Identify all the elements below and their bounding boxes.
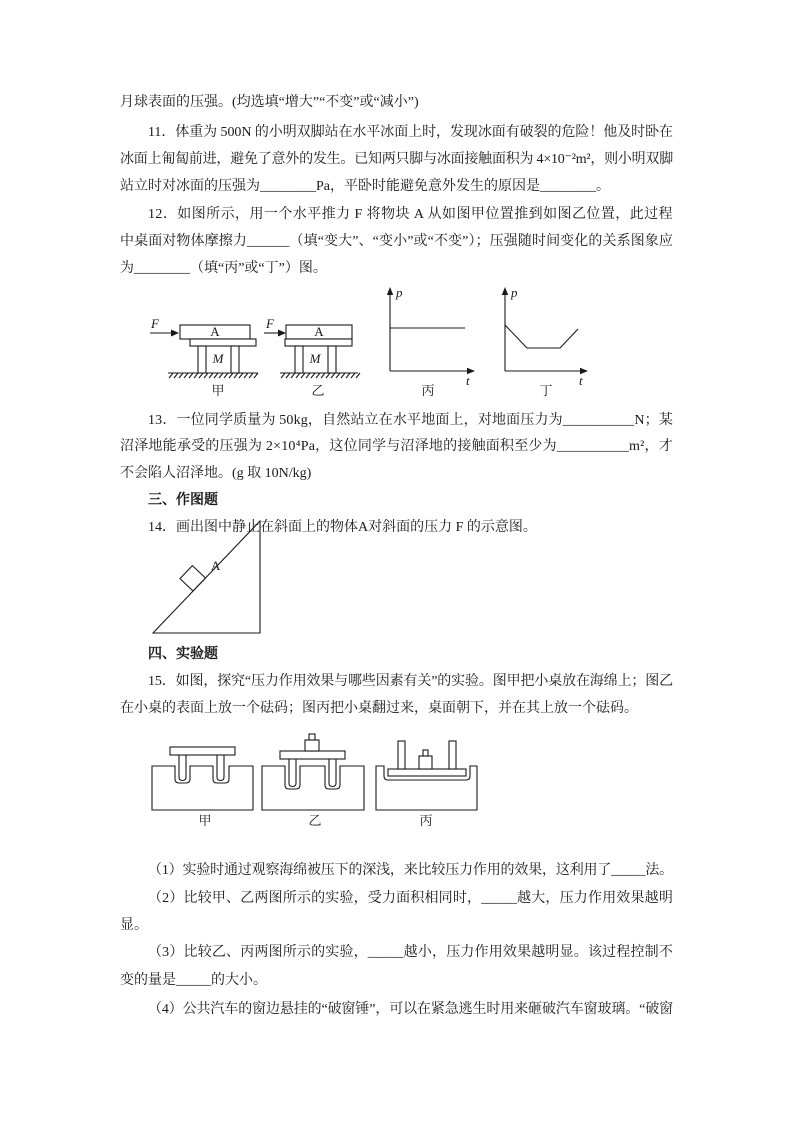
weight-knob bbox=[309, 734, 315, 740]
pressure-curve bbox=[505, 325, 578, 348]
q12-diagram-yi bbox=[264, 316, 360, 398]
table-leg-left bbox=[289, 759, 296, 787]
ground-hatching bbox=[281, 373, 360, 378]
q15-diagram-yi bbox=[262, 734, 364, 828]
question-line: 11．体重为 500N 的小明双脚站在水平冰面上时，发现冰面有破裂的危险！他及时卧在 bbox=[148, 125, 673, 140]
table-leg-right bbox=[231, 346, 239, 373]
question-line: 12．如图所示，用一个水平推力 F 将物块 A 从如图甲位置推到如图乙位置，此过程 bbox=[148, 207, 673, 222]
question-line: 沼泽地能承受的压强为 2×10⁴Pa，这位同学与沼泽地的接触面积至少为__________m²，才 bbox=[120, 439, 673, 454]
caption-yi: 乙 bbox=[311, 383, 325, 398]
question-14: 14．画出图中静止在斜面上的物体A对斜面的压力 F 的示意图。 bbox=[148, 520, 537, 535]
section-heading: 四、实验题 bbox=[148, 647, 218, 662]
t-axis-label: t bbox=[579, 373, 583, 388]
weight-knob bbox=[423, 750, 428, 756]
block-label: A bbox=[314, 324, 324, 339]
intro-line: 月球表面的压强。(均选填“增大”“不变”或“减小”) bbox=[120, 95, 419, 110]
question-line: 为________（填“丙”或“丁”）图。 bbox=[120, 261, 327, 276]
table-top bbox=[280, 751, 345, 759]
caption-bing: 丙 bbox=[421, 383, 435, 398]
p-axis-label: p bbox=[396, 285, 403, 300]
force-arrowhead bbox=[171, 330, 179, 337]
sub-question-4: （4）公共汽车的窗边悬挂的“破窗锤”，可以在紧急逃生时用来砸破汽车窗玻璃。“破窗 bbox=[148, 1002, 673, 1017]
sub-question-1: （1）实验时通过观察海绵被压下的深浅，来比较压力作用的效果，这利用了_____法。 bbox=[148, 863, 673, 878]
table-top-inverted bbox=[388, 769, 466, 776]
q15-diagram-bing bbox=[376, 741, 477, 828]
table-label: M bbox=[309, 351, 321, 366]
force-label: F bbox=[151, 316, 159, 331]
q12-graph-ding bbox=[502, 285, 588, 398]
question-line: 在小桌的表面上放一个砝码；图丙把小桌翻过来，桌面朝下，并在其上放一个砝码。 bbox=[120, 701, 638, 716]
table-top bbox=[190, 339, 256, 346]
force-arrowhead bbox=[278, 330, 286, 337]
table-top bbox=[170, 747, 235, 755]
table-leg-right bbox=[217, 755, 224, 781]
weight bbox=[419, 756, 432, 769]
q15-figure bbox=[152, 734, 477, 828]
q12-graph-bing bbox=[387, 285, 475, 398]
block-label: A bbox=[211, 558, 221, 573]
sponge bbox=[262, 766, 364, 810]
question-line: 13．一位同学质量为 50kg，自然站立在水平地面上，对地面压力为__________N；某 bbox=[148, 413, 673, 428]
question-line: 冰面上匍匐前进，避免了意外的发生。已知两只脚与冰面接触面积为 4×10⁻²m²，则小明双脚 bbox=[120, 152, 673, 167]
section-heading: 三、作图题 bbox=[148, 493, 218, 508]
p-axis-arrowhead bbox=[502, 287, 508, 295]
caption-jia: 甲 bbox=[198, 813, 212, 828]
sub-question-2: （2）比较甲、乙两图所示的实验，受力面积相同时，_____越大，压力作用效果越明 bbox=[148, 891, 673, 906]
p-axis-label: p bbox=[511, 285, 518, 300]
block-label: A bbox=[210, 324, 220, 339]
q12-figure bbox=[150, 285, 588, 398]
question-line: 15．如图，探究“压力作用效果与哪些因素有关”的实验。图甲把小桌放在海绵上；图乙 bbox=[148, 674, 673, 689]
table-label: M bbox=[212, 351, 224, 366]
sub-question-3-cont: 变的量是_____的大小。 bbox=[120, 973, 267, 988]
question-line: 不会陷人沼泽地。(g 取 10N/kg) bbox=[120, 466, 312, 481]
p-axis-arrowhead bbox=[387, 287, 393, 295]
table-leg-left bbox=[198, 346, 206, 373]
caption-yi: 乙 bbox=[308, 813, 322, 828]
caption-bing: 丙 bbox=[419, 813, 433, 828]
ground-hatching bbox=[169, 373, 258, 378]
table-leg-left bbox=[398, 741, 405, 769]
block-a bbox=[180, 566, 205, 591]
table-top bbox=[285, 339, 352, 346]
table-leg-left bbox=[179, 755, 186, 781]
caption-ding: 丁 bbox=[539, 383, 553, 398]
question-line: 中桌面对物体摩擦力______（填“变大”、“变小”或“不变”）；压强随时间变化的关系图象应 bbox=[120, 234, 673, 249]
q15-diagram-jia bbox=[152, 747, 253, 828]
caption-jia: 甲 bbox=[211, 383, 225, 398]
table-leg-right bbox=[449, 741, 456, 769]
force-label: F bbox=[266, 316, 274, 331]
q12-diagram-jia bbox=[150, 316, 258, 398]
weight bbox=[305, 740, 319, 751]
sponge bbox=[152, 766, 253, 810]
question-line: 站立时对冰面的压强为________Pa，平卧时能避免意外发生的原因是________。 bbox=[120, 179, 610, 194]
table-leg-right bbox=[328, 346, 336, 373]
sub-question-2-cont: 显。 bbox=[120, 918, 148, 933]
t-axis-label: t bbox=[466, 373, 470, 388]
table-leg-left bbox=[295, 346, 303, 373]
sub-question-3: （3）比较乙、丙两图所示的实验，_____越小，压力作用效果越明显。该过程控制不 bbox=[148, 945, 673, 960]
table-leg-right bbox=[329, 759, 336, 787]
